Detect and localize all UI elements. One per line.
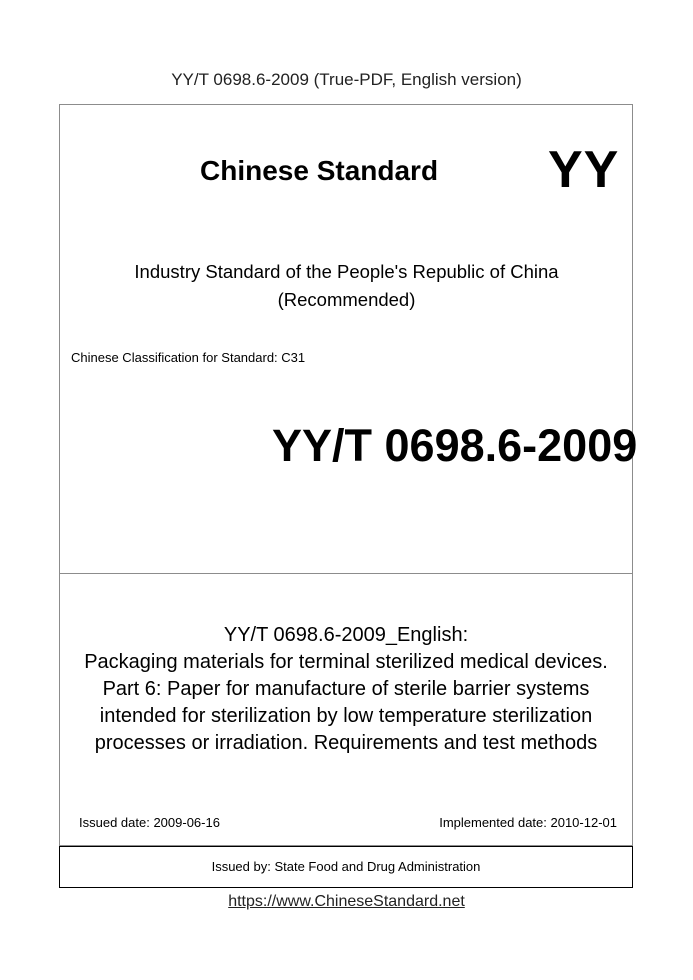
industry-line: Industry Standard of the People's Republic of China <box>134 261 559 282</box>
classification-text: Chinese Classification for Standard: C31 <box>71 350 306 365</box>
english-title-line: YY/T 0698.6-2009_English: <box>223 624 469 646</box>
recommended-line: (Recommended) <box>277 289 416 310</box>
english-title-line: processes or irradiation. Requirements and test methods <box>94 732 598 754</box>
issuer-text: Issued by: State Food and Drug Administration <box>211 859 481 874</box>
english-title-line: Part 6: Paper for manufacture of sterile barrier systems <box>102 678 590 700</box>
implemented-date: Implemented date: 2010-12-01 <box>439 815 617 830</box>
page-header-title: YY/T 0698.6-2009 (True-PDF, English version) <box>171 70 522 89</box>
standard-number: YY/T 0698.6-2009 <box>272 420 638 471</box>
english-title-line: intended for sterilization by low temperature sterilization <box>99 705 593 727</box>
english-title-line: Packaging materials for terminal sterilized medical devices. <box>84 651 608 673</box>
document-type-heading: Chinese Standard <box>200 155 439 186</box>
industry-standard-caption <box>0 258 693 314</box>
issued-date: Issued date: 2009-06-16 <box>79 815 220 830</box>
footer-url <box>0 893 693 911</box>
standard-code-badge: YY <box>548 141 620 199</box>
website-link[interactable]: https://www.ChineseStandard.net <box>228 893 465 910</box>
english-title-block <box>59 622 633 757</box>
